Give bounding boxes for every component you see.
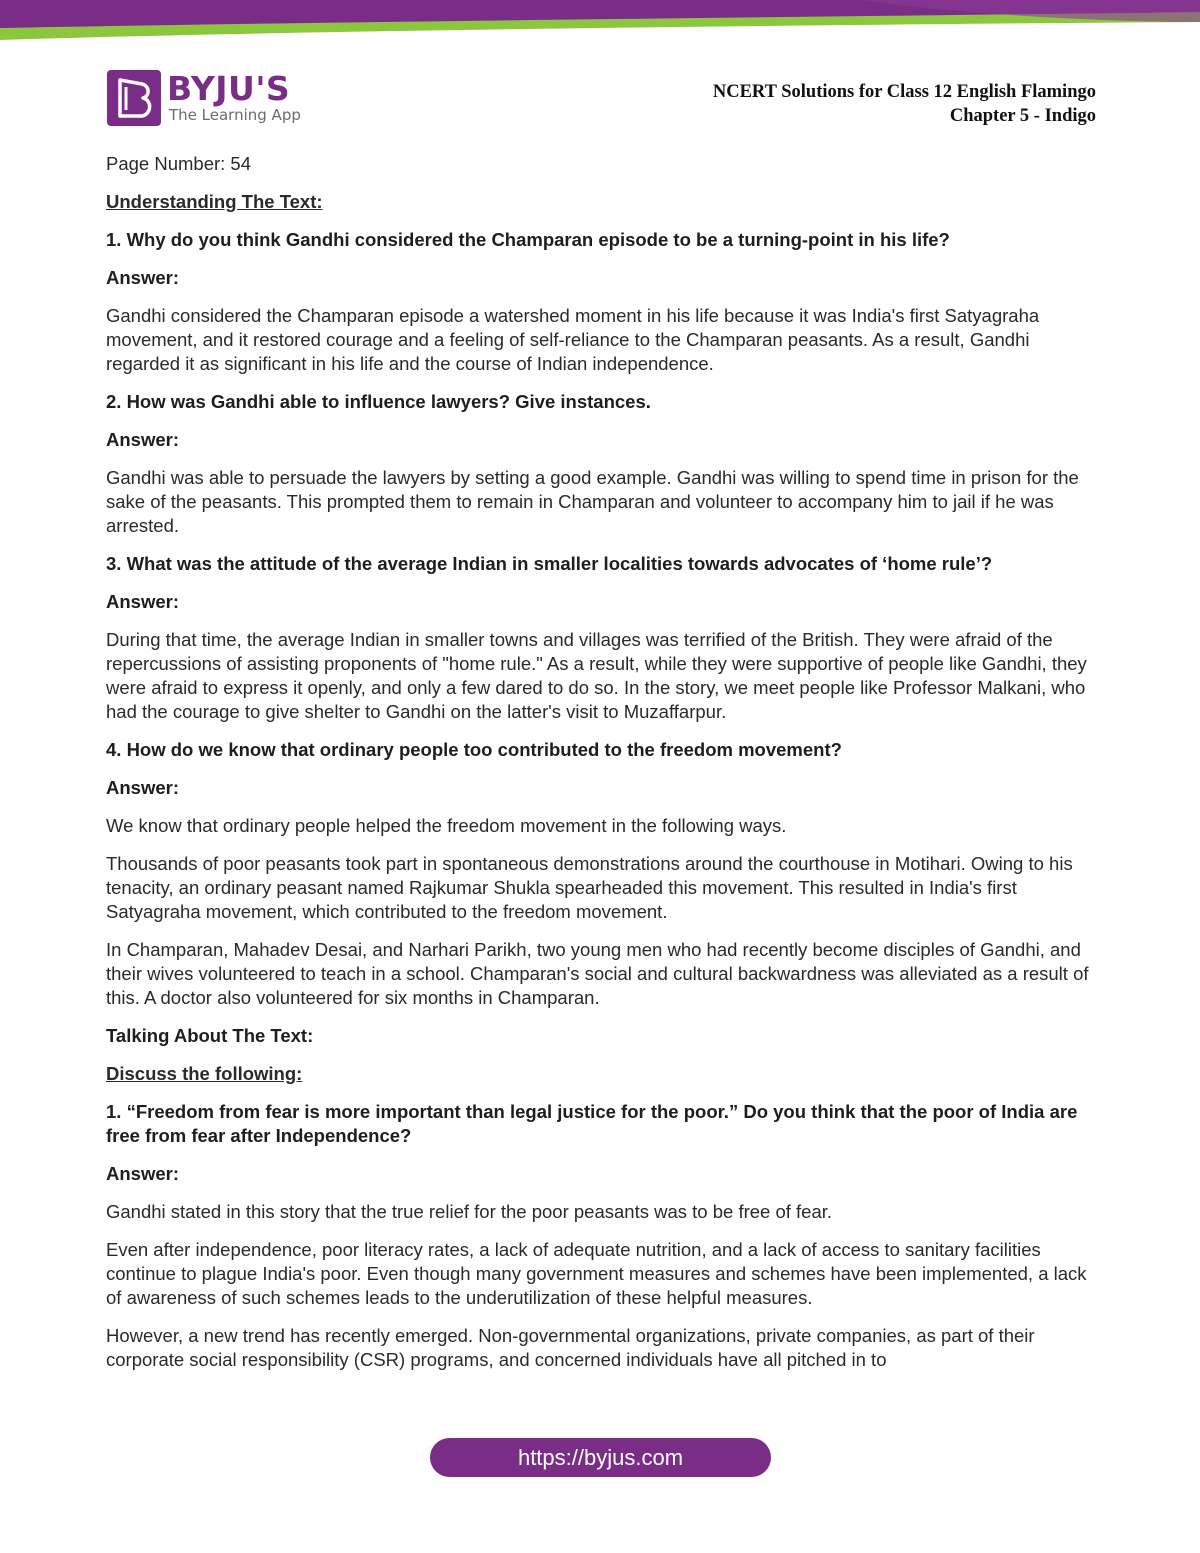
section-heading-talking: Talking About The Text: — [106, 1025, 314, 1046]
section-heading-understanding: Understanding The Text: — [106, 191, 323, 212]
answer-label-1: Answer: — [106, 267, 179, 288]
answer-4-paragraph-2: Thousands of poor peasants took part in spontaneous demonstrations around the courthouse in Motihari. Owing to his tenacity, an ordinary peasant named Rajkumar Shukla spearheaded this movement. This resulted in India's first Satyagraha movement, which contributed to the freedom movement. — [106, 853, 1073, 922]
footer-url-link[interactable]: https://byjus.com — [430, 1438, 771, 1477]
discussion-answer-paragraph-1: Gandhi stated in this story that the true relief for the poor peasants was to be free of fear. — [106, 1201, 833, 1222]
question-1: 1. Why do you think Gandhi considered the Champaran episode to be a turning-point in his life? — [106, 229, 950, 250]
answer-label-4: Answer: — [106, 777, 179, 798]
answer-3: During that time, the average Indian in smaller towns and villages was terrified of the British. They were afraid of the repercussions of assisting proponents of "home rule." As a result, while they were supportive of people like Gandhi, they were afraid to express it openly, and only a few dared to do so. In the story, we meet people like Professor Malkani, who had the courage to give shelter to Gandhi on the latter's visit to Muzaffarpur. — [106, 629, 1087, 722]
answer-2: Gandhi was able to persuade the lawyers by setting a good example. Gandhi was willing to spend time in prison for the sake of the peasants. This prompted them to remain in Champaran and volunteer to accompany him to jail if he was arrested. — [106, 467, 1079, 536]
discussion-answer-label-1: Answer: — [106, 1163, 179, 1184]
answer-label-3: Answer: — [106, 591, 179, 612]
discussion-question-1: 1. “Freedom from fear is more important than legal justice for the poor.” Do you think that the poor of India are free from fear after Independence? — [106, 1101, 1078, 1146]
discussion-answer-paragraph-3: However, a new trend has recently emerged. Non-governmental organizations, private companies, as part of their corporate social responsibility (CSR) programs, and concerned individuals have all pitched in to — [106, 1325, 1035, 1370]
top-decorative-band — [0, 0, 1200, 44]
byjus-logo-icon — [107, 70, 161, 126]
question-3: 3. What was the attitude of the average Indian in smaller localities towards advocates of ‘home rule’? — [106, 553, 993, 574]
page-number: Page Number: 54 — [106, 153, 252, 174]
header-chapter: Chapter 5 - Indigo — [949, 106, 1096, 126]
brand-tagline: The Learning App — [169, 105, 301, 124]
answer-label-2: Answer: — [106, 429, 179, 450]
answer-4-paragraph-3: In Champaran, Mahadev Desai, and Narhari Parikh, two young men who had recently become disciples of Gandhi, and their wives volunteered to teach in a school. Champaran's social and cultural backwardness was alleviated as a result of this. A doctor also volunteered for six months in Champaran. — [106, 939, 1089, 1008]
document-header — [713, 80, 1096, 128]
section-heading-discuss: Discuss the following: — [106, 1063, 303, 1084]
header-title: NCERT Solutions for Class 12 English Flamingo — [712, 82, 1096, 102]
band-graphic — [0, 0, 1200, 44]
question-2: 2. How was Gandhi able to influence lawyers? Give instances. — [106, 391, 651, 412]
answer-4-paragraph-1: We know that ordinary people helped the freedom movement in the following ways. — [106, 815, 787, 836]
discussion-answer-paragraph-2: Even after independence, poor literacy rates, a lack of adequate nutrition, and a lack of access to sanitary facilities continue to plague India's poor. Even though many government measures and schemes have been implemented, a lack of awareness of such schemes leads to the underutilization of these helpful measures. — [106, 1239, 1087, 1308]
answer-1: Gandhi considered the Champaran episode a watershed moment in his life because it was India's first Satyagraha movement, and it restored courage and a feeling of self-reliance to the Champaran peasants. As a result, Gandhi regarded it as significant in his life and the course of Indian independence. — [106, 305, 1040, 374]
page-content — [106, 152, 1101, 1386]
brand-name: BYJU'S — [167, 68, 291, 108]
question-4: 4. How do we know that ordinary people too contributed to the freedom movement? — [106, 739, 842, 760]
byjus-logo — [107, 70, 301, 126]
